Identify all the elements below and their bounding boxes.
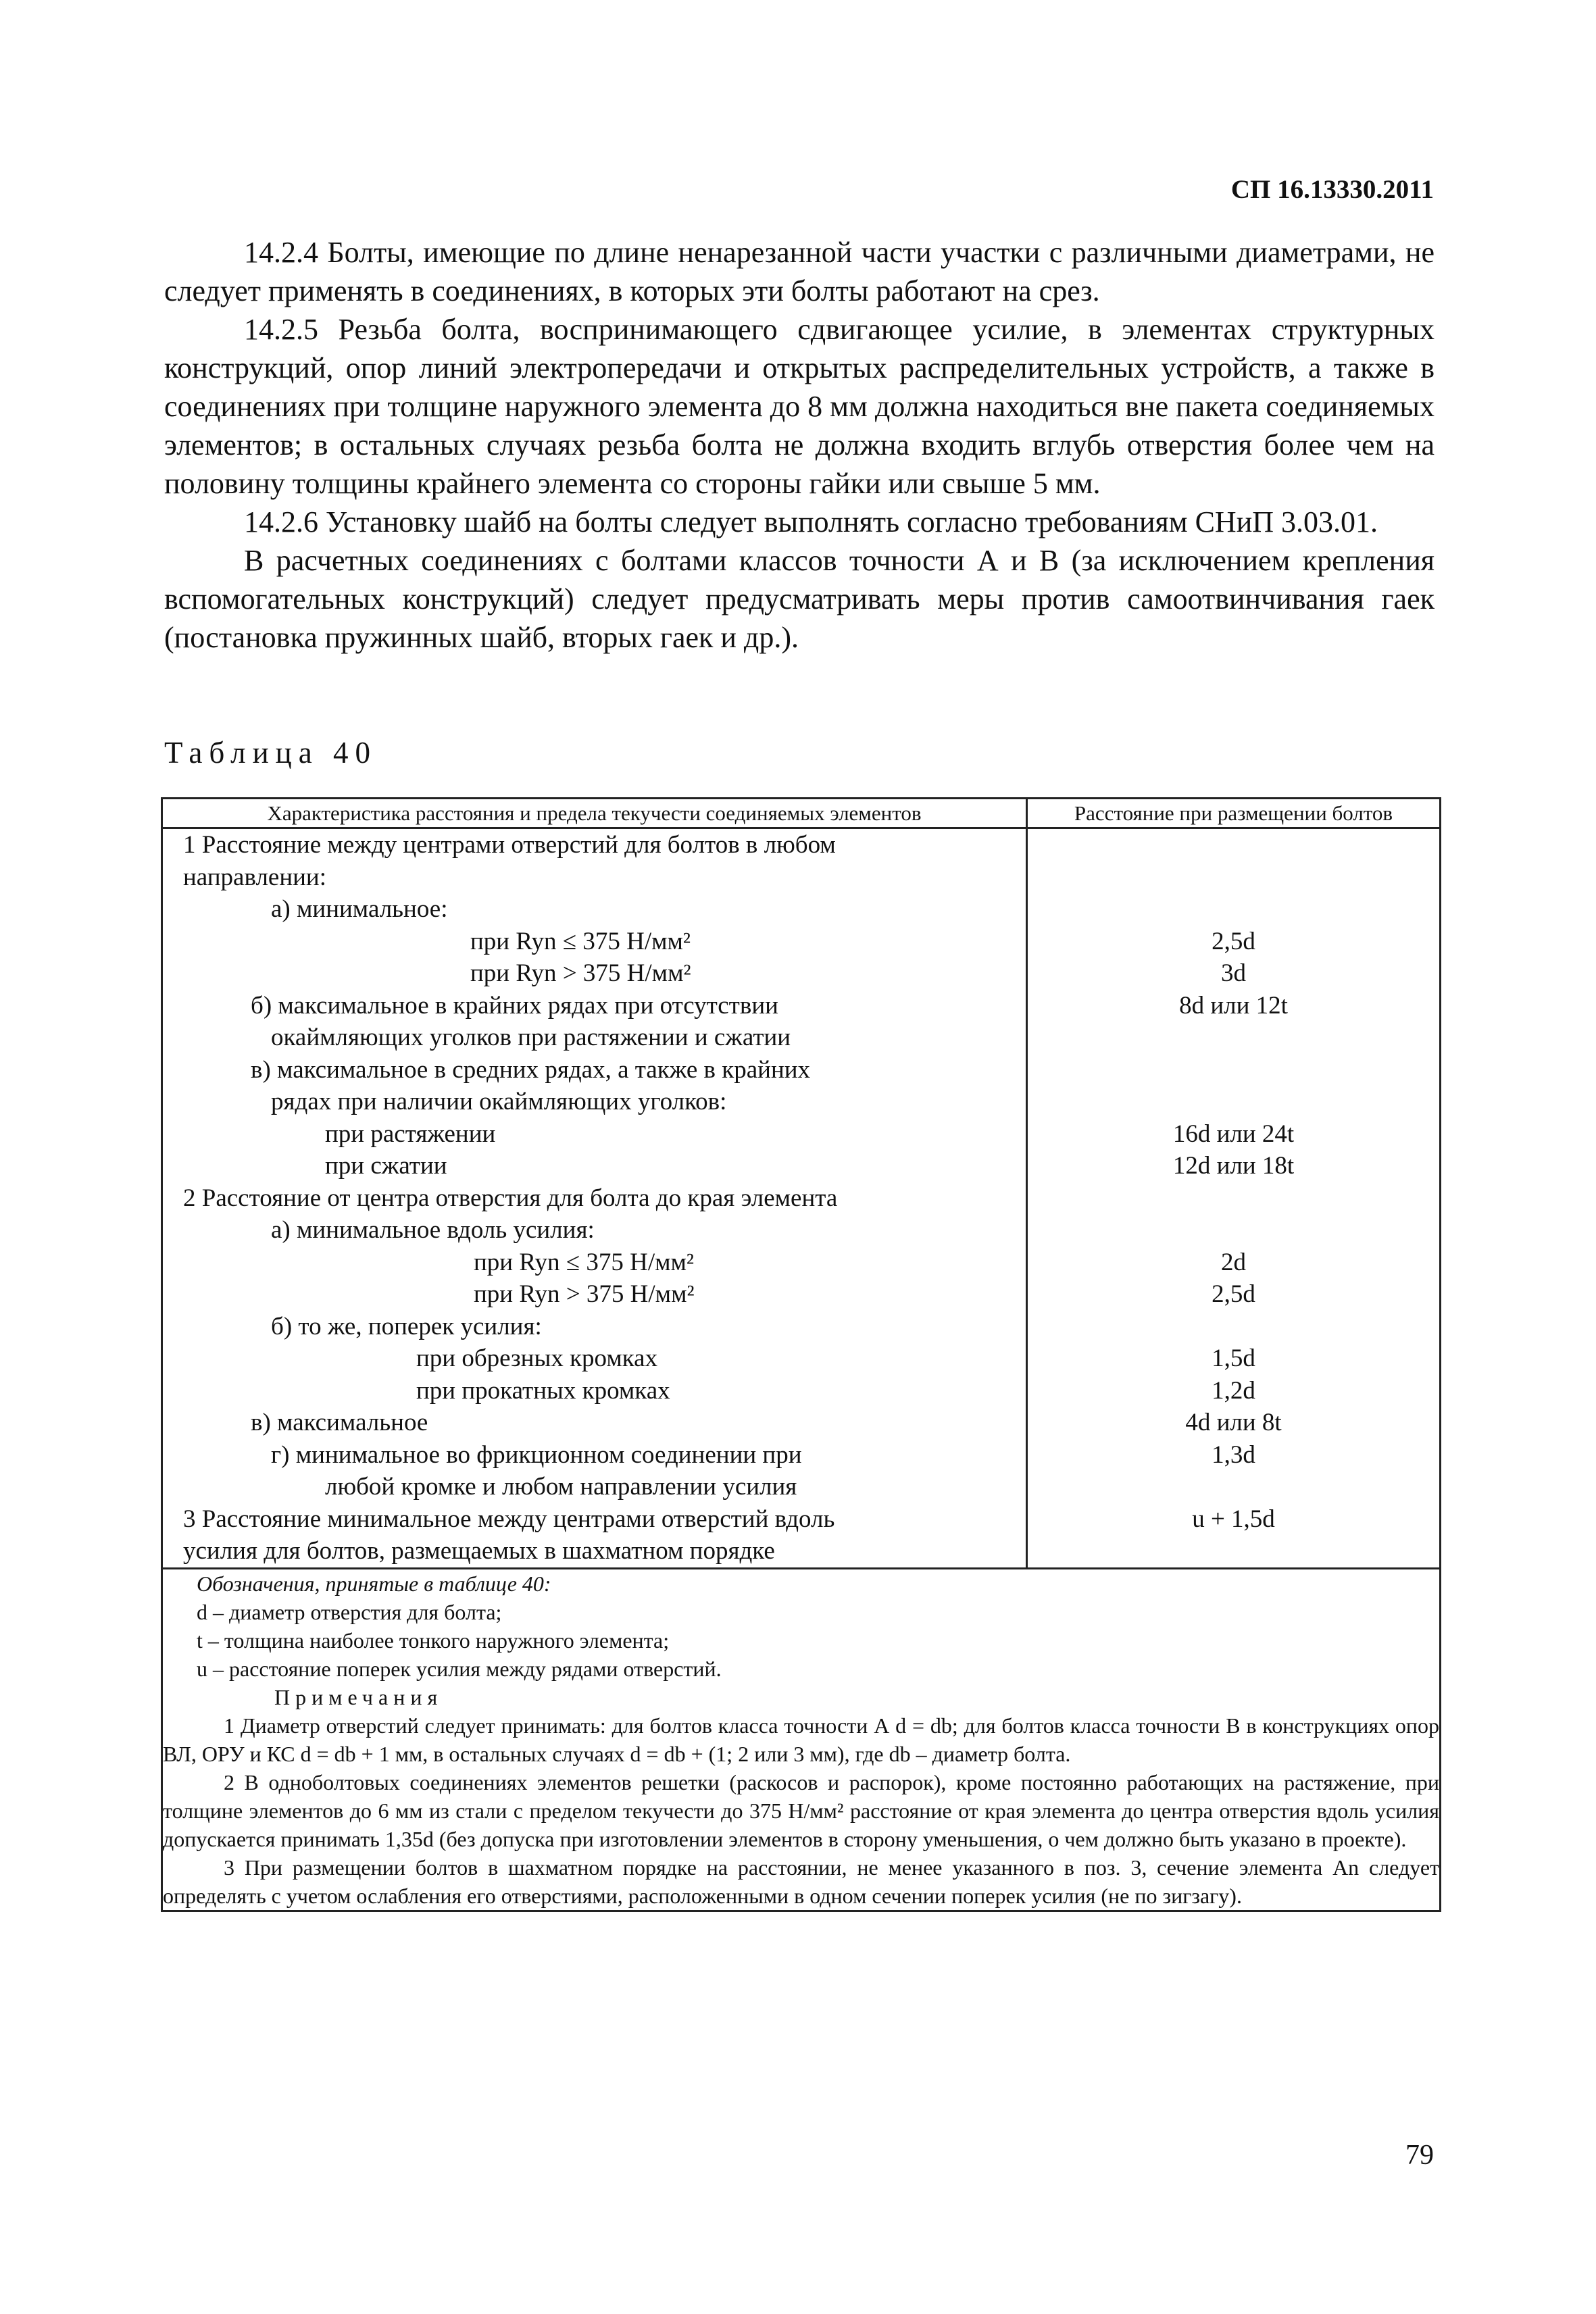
note-1: 1 Диаметр отверстий следует принимать: для болтов класса точности А d = db; для болтов класса точности В в конструкциях опор ВЛ, ОРУ и КС d = db + 1 мм, в остальных случаях d = db + (1; 2 или 3 мм), где db – диаметр болта. [163, 1713, 1439, 1766]
row-value [1028, 829, 1439, 861]
body-text [164, 233, 1435, 657]
notes-title: Примечания [274, 1684, 443, 1709]
row-label: 2 Расстояние от центра отверстия для болта до края элемента [183, 1184, 838, 1212]
row-value [1028, 1054, 1439, 1086]
table-header-row [162, 799, 1441, 828]
row-value [1028, 1471, 1439, 1503]
row-label: при Ryn > 375 Н/мм² [470, 959, 691, 987]
row-value: 16d или 24t [1172, 1120, 1295, 1148]
row-label: а) минимальное: [271, 895, 448, 923]
header-left-cell: Характеристика расстояния и предела текучести соединяемых элементов [162, 799, 1027, 828]
row-value: 2d [1221, 1248, 1246, 1276]
row-value [1028, 1214, 1439, 1247]
row-label: усилия для болтов, размещаемых в шахматном порядке [183, 1537, 775, 1565]
row-value [1028, 1182, 1439, 1215]
row-label: при обрезных кромках [416, 1344, 658, 1372]
table-caption: Таблица 40 [164, 736, 377, 770]
row-value [1028, 893, 1439, 926]
row-label: направлении: [183, 863, 327, 891]
row-value: 1,2d [1212, 1376, 1255, 1405]
header-right-cell: Расстояние при размещении болтов [1027, 799, 1441, 828]
table-notes-row [162, 1568, 1441, 1911]
paragraph-14-2-4: 14.2.4 Болты, имеющие по длине ненарезанной части участки с различными диаметрами, не следует применять в соединениях, в которых эти болты работают на срез. [164, 236, 1435, 307]
row-value [1028, 1086, 1439, 1118]
characteristics-column [162, 828, 1027, 1569]
table-40 [161, 797, 1441, 1912]
row-value: 1,5d [1212, 1344, 1255, 1372]
row-value: 8d или 12t [1179, 991, 1288, 1020]
paragraph-self-unscrewing: В расчетных соединениях с болтами классов точности А и В (за исключением крепления вспомогательных конструкций) следует предусматривать меры против самоотвинчивания гаек (постановка пружинных шайб, вторых гаек и др.). [164, 544, 1435, 654]
row-label: при сжатии [325, 1152, 447, 1180]
distance-column [1027, 828, 1441, 1569]
paragraph-14-2-6: 14.2.6 Установку шайб на болты следует выполнять согласно требованиям СНиП 3.03.01. [244, 505, 1378, 538]
row-value: u + 1,5d [1192, 1505, 1275, 1533]
row-value [1028, 1535, 1439, 1567]
row-label: рядах при наличии окаймляющих уголков: [271, 1088, 727, 1115]
row-label: в) максимальное в средних рядах, а также в крайних [251, 1055, 811, 1084]
symbol-d: d – диаметр отверстия для болта; [197, 1599, 502, 1624]
row-label: любой кромке и любом направлении усилия [325, 1473, 797, 1501]
note-2: 2 В одноболтовых соединениях элементов решетки (раскосов и распорок), кроме постоянно работающих на растяжение, при толщине элементов до 6 мм из стали с пределом текучести до 375 Н/мм² расстояние от края элемента до центра отверстия вдоль усилия допускается принимать 1,35d (без допуска при изготовлении элементов в сторону уменьшения, о чем должно быть указано в проекте). [163, 1769, 1439, 1851]
note-3: 3 При размещении болтов в шахматном порядке на расстоянии, не менее указанного в поз. 3, сечение элемента An следует определять с учетом ослабления его отверстиями, расположенными в одном сечении поперек усилия (не по зигзагу). [163, 1855, 1439, 1908]
row-value: 3d [1221, 959, 1246, 987]
row-label: 1 Расстояние между центрами отверстий для болтов в любом [183, 831, 836, 859]
symbols-title: Обозначения, принятые в таблице 40: [197, 1571, 551, 1596]
table-body-row [162, 828, 1441, 1569]
symbol-t: t – толщина наиболее тонкого наружного элемента; [197, 1628, 670, 1653]
row-label: б) максимальное в крайних рядах при отсутствии [251, 991, 778, 1020]
row-label: при Ryn > 375 Н/мм² [474, 1280, 695, 1308]
row-label: при Ryn ≤ 375 Н/мм² [470, 927, 691, 955]
row-value [1028, 1311, 1439, 1343]
row-value: 4d или 8t [1185, 1409, 1282, 1436]
row-label: г) минимальное во фрикционном соединении при [271, 1440, 802, 1469]
row-label: б) то же, поперек усилия: [271, 1312, 542, 1340]
row-label: а) минимальное вдоль усилия: [271, 1216, 595, 1244]
page-number: 79 [1405, 2140, 1434, 2171]
paragraph-14-2-5: 14.2.5 Резьба болта, воспринимающего сдвигающее усилие, в элементах структурных конструкций, опор линий электропередачи и открытых распределительных устройств, а также в соединениях при толщине наружного элемента до 8 мм должна находиться вне пакета соединяемых элементов; в остальных случаях резьба болта не должна входить вглубь отверстия более чем на половину толщины крайнего элемента со стороны гайки или свыше 5 мм. [164, 313, 1435, 500]
row-value [1028, 861, 1439, 894]
notes-cell [162, 1568, 1441, 1911]
row-value [1028, 1022, 1439, 1054]
row-value: 12d или 18t [1172, 1152, 1295, 1180]
symbol-u: u – расстояние поперек усилия между рядами отверстий. [197, 1656, 722, 1681]
row-label: в) максимальное [251, 1409, 428, 1436]
row-label: при растяжении [325, 1120, 496, 1148]
row-label: при Ryn ≤ 375 Н/мм² [474, 1248, 695, 1276]
row-label: 3 Расстояние минимальное между центрами отверстий вдоль [183, 1505, 835, 1533]
row-label: при прокатных кромках [416, 1376, 670, 1405]
document-code: СП 16.13330.2011 [1230, 175, 1434, 204]
row-value: 2,5d [1212, 927, 1255, 955]
row-value: 1,3d [1212, 1440, 1255, 1469]
row-value: 2,5d [1212, 1280, 1255, 1308]
row-label: окаймляющих уголков при растяжении и сжатии [271, 1024, 791, 1051]
